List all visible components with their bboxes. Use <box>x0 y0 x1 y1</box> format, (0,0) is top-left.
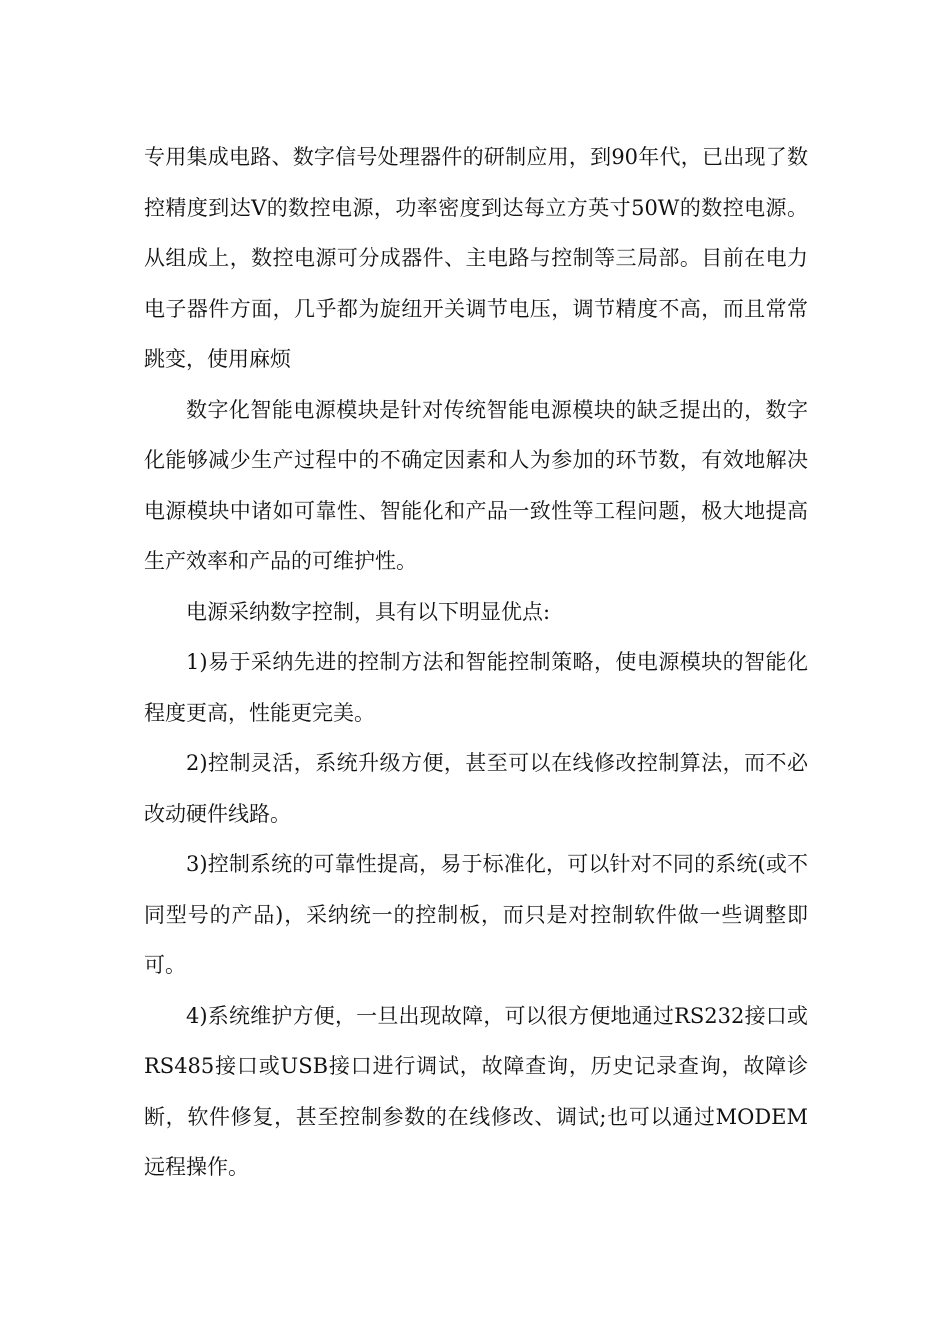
paragraph-digital-power-history: 专用集成电路、数字信号处理器件的研制应用，到90年代，已出现了数控精度到达V的数控电源，功率密度到达每立方英寸50W的数控电源。从组成上，数控电源可分成器件、主电路与控制等三局部。目前在电力电子器件方面，几乎都为旋纽开关调节电压，调节精度不高，而且常常跳变，使用麻烦 <box>144 145 808 371</box>
paragraph-advantage-2: 2)控制灵活，系统升级方便，甚至可以在线修改控制算法，而不必改动硬件线路。 <box>144 751 808 826</box>
paragraph-advantages-heading: 电源采纳数字控制，具有以下明显优点: <box>186 599 551 624</box>
paragraph-advantage-3: 3)控制系统的可靠性提高，易于标准化，可以针对不同的系统(或不同型号的产品)，采纳统一的控制板，而只是对控制软件做一些调整即可。 <box>144 852 808 977</box>
document-page <box>144 132 808 1193</box>
paragraph-advantage-4: 4)系统维护方便，一旦出现故障，可以很方便地通过RS232接口或RS485接口或USB接口进行调试，故障查询，历史记录查询，故障诊断，软件修复，甚至控制参数的在线修改、调试;也可以通过MODEM远程操作。 <box>144 1003 808 1179</box>
paragraph-digital-module-intro: 数字化智能电源模块是针对传统智能电源模块的缺乏提出的，数字化能够减少生产过程中的不确定因素和人为参加的环节数，有效地解决电源模块中诸如可靠性、智能化和产品一致性等工程问题，极大地提高生产效率和产品的可维护性。 <box>144 397 808 573</box>
paragraph-advantage-1: 1)易于采纳先进的控制方法和智能控制策略，使电源模块的智能化程度更高，性能更完美。 <box>144 650 808 725</box>
